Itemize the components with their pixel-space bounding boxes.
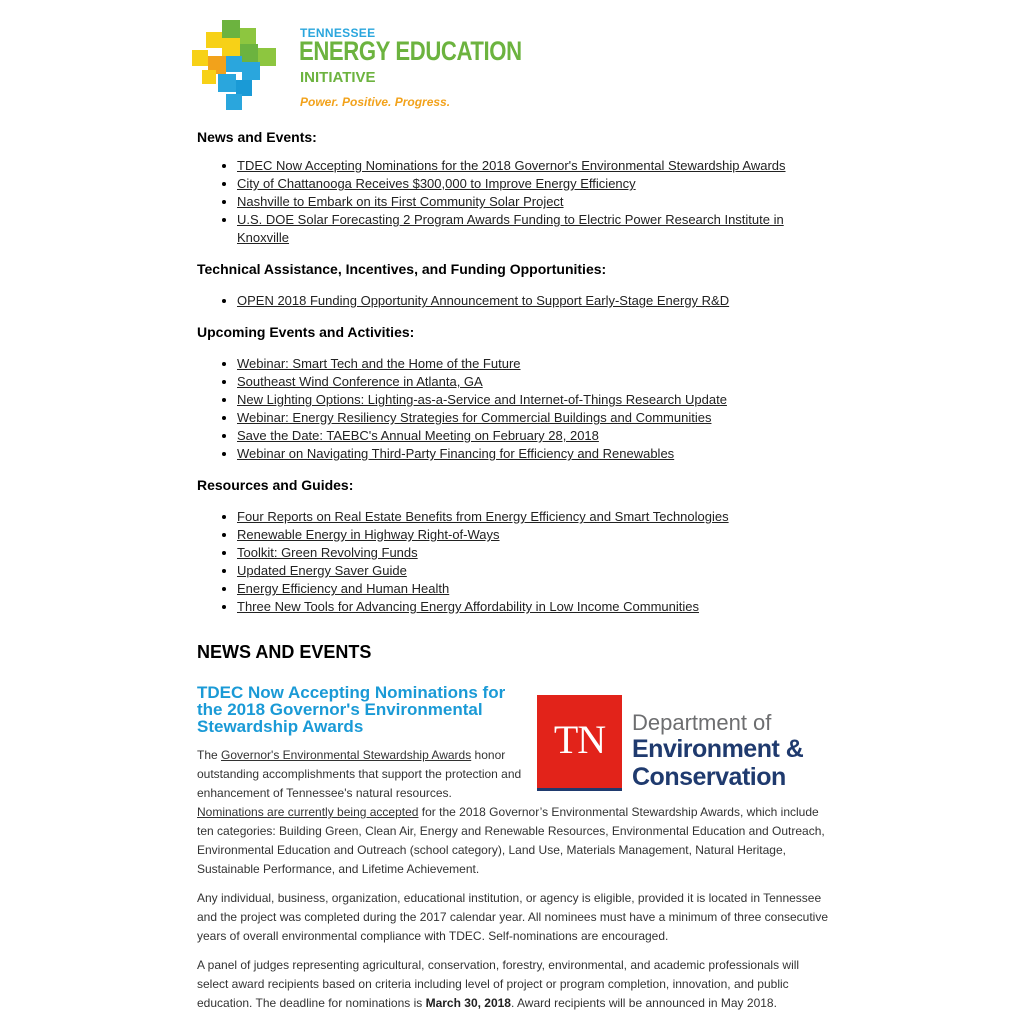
logo-tagline: Power. Positive. Progress. bbox=[300, 95, 451, 109]
article-paragraph-4: A panel of judges representing agricultural, conservation, forestry, environmental, and academic professionals will select award recipients based on criteria including level of project or program completion, innovation, and public education. The deadline for nominations is March 30, 2018. Award recipients will be announced in May 2018. bbox=[197, 958, 800, 1010]
toc-resources-link-4[interactable]: Updated Energy Saver Guide bbox=[237, 563, 407, 578]
article-title[interactable]: TDEC Now Accepting Nominations for the 2018 Governor's Environmental Stewardship Awards bbox=[197, 683, 506, 736]
toc-resources-link-2[interactable]: Renewable Energy in Highway Right-of-Ways bbox=[237, 527, 500, 542]
toc-news-link-1[interactable]: TDEC Now Accepting Nominations for the 2018 Governor's Environmental Stewardship Awards bbox=[237, 158, 786, 173]
logo-line3: INITIATIVE bbox=[300, 69, 376, 86]
tdec-logo-line1: Department of bbox=[632, 710, 772, 735]
list-item bbox=[237, 562, 837, 580]
list-item bbox=[237, 157, 837, 175]
toc-resources-list bbox=[197, 508, 837, 616]
toc-news-list bbox=[197, 157, 837, 247]
toc-resources-link-5[interactable]: Energy Efficiency and Human Health bbox=[237, 581, 450, 596]
stewardship-awards-link[interactable]: Governor's Environmental Stewardship Awards bbox=[221, 748, 472, 762]
list-item bbox=[237, 355, 837, 373]
toc-resources-link-1[interactable]: Four Reports on Real Estate Benefits from Energy Efficiency and Smart Technologies bbox=[237, 509, 729, 524]
article-paragraph-1: The Governor's Environmental Stewardship Awards honor outstanding accomplishments that support the protection and enhancement of Tennessee's natural resources. bbox=[197, 748, 522, 800]
list-item bbox=[237, 526, 837, 544]
toc-news-link-4[interactable]: U.S. DOE Solar Forecasting 2 Program Awards Funding to Electric Power Research Institute in Knoxville bbox=[237, 212, 784, 245]
colored-blocks-logo-icon bbox=[192, 18, 287, 113]
tdec-logo-line3: Conservation bbox=[632, 763, 786, 791]
article-paragraph-2: Nominations are currently being accepted for the 2018 Governor’s Environmental Stewardship Awards, which include ten categories: Building Green, Clean Air, Energy and Renewable Resources, Environmental Education and Outreach, Environmental Education and Outreach (school category), Land Use, Materials Management, Natural Heritage, Sustainable Performance, and Lifetime Achievement. bbox=[197, 805, 825, 876]
toc-upcoming-link-6[interactable]: Webinar on Navigating Third-Party Financing for Efficiency and Renewables bbox=[237, 446, 675, 461]
toc-technical-heading: Technical Assistance, Incentives, and Funding Opportunities: bbox=[197, 261, 607, 277]
list-item bbox=[237, 598, 837, 616]
tn-badge-underline bbox=[537, 788, 622, 791]
list-item bbox=[237, 427, 837, 445]
toc-upcoming-link-5[interactable]: Save the Date: TAEBC's Annual Meeting on February 28, 2018 bbox=[237, 428, 599, 443]
list-item bbox=[237, 445, 837, 463]
tn-badge: TN bbox=[537, 695, 622, 788]
list-item bbox=[237, 580, 837, 598]
logo-line1: TENNESSEE bbox=[300, 26, 376, 40]
tn-energy-education-logo bbox=[197, 0, 829, 120]
logo-line2: ENERGY EDUCATION bbox=[299, 36, 522, 66]
toc-resources-heading: Resources and Guides: bbox=[197, 477, 354, 493]
section-heading: NEWS AND EVENTS bbox=[197, 642, 372, 662]
toc-news-link-3[interactable]: Nashville to Embark on its First Community Solar Project bbox=[237, 194, 564, 209]
list-item bbox=[237, 409, 837, 427]
toc-resources-link-3[interactable]: Toolkit: Green Revolving Funds bbox=[237, 545, 418, 560]
toc-technical-list bbox=[197, 292, 837, 310]
toc-upcoming-list bbox=[197, 355, 837, 463]
newsletter bbox=[197, 0, 829, 1010]
list-item bbox=[237, 211, 837, 247]
list-item bbox=[237, 544, 837, 562]
toc-news-link-2[interactable]: City of Chattanooga Receives $300,000 to Improve Energy Efficiency bbox=[237, 176, 636, 191]
toc-news-heading: News and Events: bbox=[197, 129, 317, 145]
list-item bbox=[237, 373, 837, 391]
article-paragraph-3: Any individual, business, organization, educational institution, or agency is eligible, provided it is located in Tennessee and the project was completed during the 2017 calendar year. All nominees must have a minimum of three consecutive years of overall environmental compliance with TDEC. Self-nominations are encouraged. bbox=[197, 891, 829, 943]
list-item bbox=[237, 508, 837, 526]
toc-upcoming-link-4[interactable]: Webinar: Energy Resiliency Strategies for Commercial Buildings and Communities bbox=[237, 410, 712, 425]
list-item bbox=[237, 175, 837, 193]
list-item bbox=[237, 292, 837, 310]
list-item bbox=[237, 193, 837, 211]
deadline-date: March 30, 2018 bbox=[425, 996, 511, 1010]
toc-technical-link-1[interactable]: OPEN 2018 Funding Opportunity Announcement to Support Early-Stage Energy R&D bbox=[237, 293, 730, 308]
toc-upcoming-link-2[interactable]: Southeast Wind Conference in Atlanta, GA bbox=[237, 374, 483, 389]
toc-resources-link-6[interactable]: Three New Tools for Advancing Energy Affordability in Low Income Communities bbox=[237, 599, 699, 614]
toc-upcoming-link-1[interactable]: Webinar: Smart Tech and the Home of the Future bbox=[237, 356, 521, 371]
list-item bbox=[237, 391, 837, 409]
toc-upcoming-heading: Upcoming Events and Activities: bbox=[197, 324, 415, 340]
nominations-link[interactable]: Nominations are currently being accepted bbox=[197, 805, 419, 819]
toc-upcoming-link-3[interactable]: New Lighting Options: Lighting-as-a-Service and Internet-of-Things Research Update bbox=[237, 392, 727, 407]
tdec-logo bbox=[537, 695, 827, 791]
tdec-logo-line2: Environment & bbox=[632, 735, 804, 763]
